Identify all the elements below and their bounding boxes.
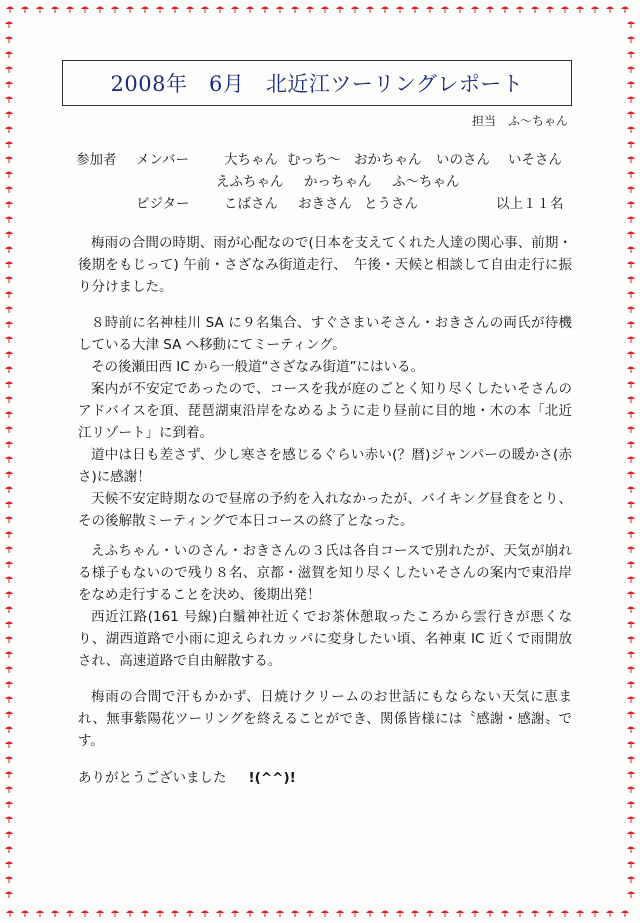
umbrella-icon [561, 911, 569, 918]
umbrella-icon [627, 577, 635, 584]
paragraph-text: えふちゃん・いのさん・おきさんの３氏は各自コースで別れたが、天気が崩れる様子もないので残り８名、京都・滋賀を知り尽くしたいそさんの案内で東沿岸をなめ走行することを決め、後期出発！ [78, 543, 572, 603]
umbrella-icon [627, 52, 635, 59]
umbrella-icon [627, 172, 635, 179]
umbrella-icon [531, 911, 539, 918]
umbrella-icon [381, 911, 389, 918]
umbrella-icon [5, 802, 13, 809]
umbrella-icon [5, 427, 13, 434]
umbrella-icon [627, 307, 635, 314]
umbrella-icon [5, 592, 13, 599]
umbrella-icon [66, 7, 74, 14]
umbrella-icon [5, 277, 13, 284]
umbrella-icon [606, 911, 614, 918]
participants-block [76, 148, 572, 214]
umbrella-icon [5, 532, 13, 539]
umbrella-icon [5, 877, 13, 884]
member-name: えふちゃん [216, 174, 284, 190]
umbrella-icon [627, 487, 635, 494]
umbrella-icon [51, 7, 59, 14]
umbrella-icon [351, 7, 359, 14]
closing-line [78, 766, 296, 786]
umbrella-icon [276, 911, 284, 918]
umbrella-icon [5, 322, 13, 329]
umbrella-icon [546, 7, 554, 14]
umbrella-icon [186, 911, 194, 918]
umbrella-icon [627, 202, 635, 209]
umbrella-icon [627, 862, 635, 869]
umbrella-icon [627, 97, 635, 104]
umbrella-icon [6, 7, 14, 14]
umbrella-icon [516, 911, 524, 918]
umbrella-icon [5, 697, 13, 704]
member-name: おかちゃん [354, 152, 422, 168]
umbrella-icon [5, 547, 13, 554]
umbrella-icon [5, 262, 13, 269]
umbrella-icon [5, 37, 13, 44]
umbrella-icon [231, 911, 239, 918]
umbrella-icon [627, 727, 635, 734]
umbrella-icon [5, 847, 13, 854]
umbrella-icon [96, 7, 104, 14]
umbrella-icon [627, 157, 635, 164]
umbrella-icon [627, 847, 635, 854]
umbrella-icon [627, 262, 635, 269]
umbrella-icon [627, 187, 635, 194]
umbrella-icon [5, 412, 13, 419]
umbrella-icon [336, 911, 344, 918]
umbrella-icon [5, 52, 13, 59]
umbrella-icon [276, 7, 284, 14]
umbrella-icon [126, 911, 134, 918]
umbrella-icon [5, 202, 13, 209]
umbrella-icon [5, 157, 13, 164]
umbrella-icon [366, 7, 374, 14]
umbrella-icon [156, 7, 164, 14]
umbrella-icon [171, 7, 179, 14]
umbrella-icon [291, 911, 299, 918]
umbrella-icon [5, 682, 13, 689]
umbrella-icon [576, 7, 584, 14]
umbrella-icon [627, 277, 635, 284]
members-label: メンバー [136, 152, 190, 168]
umbrella-icon [5, 82, 13, 89]
umbrella-icon [5, 97, 13, 104]
umbrella-icon [36, 911, 44, 918]
umbrella-icon [396, 7, 404, 14]
umbrella-icon [546, 911, 554, 918]
umbrella-icon [411, 911, 419, 918]
umbrella-icon [5, 892, 13, 899]
umbrella-icon [171, 911, 179, 918]
umbrella-icon [627, 22, 635, 29]
umbrella-icon [627, 322, 635, 329]
umbrella-icon [321, 7, 329, 14]
umbrella-icon [246, 7, 254, 14]
umbrella-icon [411, 7, 419, 14]
umbrella-icon [627, 607, 635, 614]
umbrella-icon [5, 292, 13, 299]
umbrella-icon [591, 7, 599, 14]
umbrella-icon [5, 622, 13, 629]
umbrella-icon [5, 442, 13, 449]
umbrella-icon [5, 487, 13, 494]
umbrella-icon [627, 712, 635, 719]
umbrella-icon [5, 787, 13, 794]
paragraph-text: 梅雨の合間の時期、雨が心配なので(日本を支えてくれた人達の関心事、前期・後期をもじって) 午前・さざなみ街道走行、 午後・天候と相談して自由走行に振り分けました。 [78, 235, 572, 295]
umbrella-icon [627, 592, 635, 599]
visitor-name: とうさん [364, 196, 418, 212]
umbrella-icon [5, 742, 13, 749]
paragraph-text: 道中は日も差さず、少し寒さを感じるぐらい赤い(？暦)ジャンパーの暖かさ(赤さ)に感謝！ [78, 447, 572, 485]
paragraph-text: 天候不安定時期なので昼席の予約を入れなかったが、バイキング昼食をとり、その後解散ミーティングで本日コースの終了となった。 [78, 491, 572, 529]
umbrella-icon [5, 247, 13, 254]
umbrella-icon [627, 67, 635, 74]
umbrella-icon [81, 7, 89, 14]
umbrella-border-left [0, 0, 18, 923]
closing-emoticon: !(^^)! [248, 770, 296, 786]
umbrella-icon [627, 502, 635, 509]
member-name: 大ちゃん [224, 152, 278, 168]
umbrella-icon [5, 757, 13, 764]
member-name: むっち～ [287, 152, 341, 168]
umbrella-icon [627, 472, 635, 479]
umbrella-icon [6, 911, 14, 918]
umbrella-icon [5, 142, 13, 149]
umbrella-icon [5, 832, 13, 839]
paragraph-text: 案内が不安定であったので、コースを我が庭のごとく知り尽くしたいそさんのアドバイスを頂、琵琶湖東沿岸をなめるように走り昼前に目的地・木の本「北近江リゾート」に到着。 [78, 381, 572, 441]
umbrella-icon [486, 7, 494, 14]
umbrella-icon [627, 622, 635, 629]
umbrella-icon [627, 682, 635, 689]
umbrella-icon [81, 911, 89, 918]
umbrella-icon [5, 367, 13, 374]
umbrella-icon [321, 911, 329, 918]
umbrella-icon [627, 772, 635, 779]
visitor-name: おきさん [298, 196, 352, 212]
umbrella-icon [627, 37, 635, 44]
umbrella-icon [561, 7, 569, 14]
umbrella-icon [21, 7, 29, 14]
umbrella-icon [5, 382, 13, 389]
umbrella-icon [5, 562, 13, 569]
umbrella-icon [426, 911, 434, 918]
umbrella-icon [51, 911, 59, 918]
umbrella-icon [231, 7, 239, 14]
umbrella-icon [627, 667, 635, 674]
umbrella-icon [627, 382, 635, 389]
umbrella-icon [627, 127, 635, 134]
umbrella-icon [627, 427, 635, 434]
umbrella-icon [156, 911, 164, 918]
participants-label: 参加者 [76, 152, 117, 168]
paragraph-text: ８時前に名神桂川 SA に９名集合、すぐさまいそさん・おきさんの両氏が待機している大津 SA へ移動にてミーティング。 [78, 315, 572, 353]
umbrella-icon [381, 7, 389, 14]
umbrella-icon [627, 877, 635, 884]
umbrella-icon [627, 217, 635, 224]
umbrella-icon [261, 911, 269, 918]
umbrella-icon [5, 502, 13, 509]
umbrella-icon [627, 142, 635, 149]
umbrella-icon [441, 7, 449, 14]
umbrella-icon [5, 472, 13, 479]
umbrella-icon [5, 607, 13, 614]
umbrella-icon [627, 82, 635, 89]
umbrella-icon [111, 7, 119, 14]
umbrella-icon [5, 217, 13, 224]
umbrella-icon [627, 232, 635, 239]
umbrella-icon [627, 442, 635, 449]
umbrella-icon [627, 367, 635, 374]
umbrella-icon [627, 637, 635, 644]
member-name: ふ～ちゃん [392, 174, 460, 190]
umbrella-icon [516, 7, 524, 14]
umbrella-icon [5, 637, 13, 644]
umbrella-icon [21, 911, 29, 918]
umbrella-icon [456, 911, 464, 918]
umbrella-icon [627, 742, 635, 749]
umbrella-icon [5, 817, 13, 824]
umbrella-icon [141, 911, 149, 918]
umbrella-icon [531, 7, 539, 14]
umbrella-icon [261, 7, 269, 14]
member-name: いのさん [436, 152, 490, 168]
visitor-name: こばさん [224, 196, 278, 212]
umbrella-icon [5, 112, 13, 119]
umbrella-icon [627, 532, 635, 539]
umbrella-icon [5, 22, 13, 29]
umbrella-icon [5, 187, 13, 194]
umbrella-icon [627, 697, 635, 704]
umbrella-icon [627, 352, 635, 359]
author-line: 担当 ふ～ちゃん [471, 114, 568, 128]
umbrella-icon [5, 337, 13, 344]
umbrella-border-bottom [0, 905, 640, 923]
umbrella-icon [627, 787, 635, 794]
umbrella-icon [471, 7, 479, 14]
umbrella-icon [291, 7, 299, 14]
umbrella-icon [351, 911, 359, 918]
umbrella-icon [5, 397, 13, 404]
paragraph-morning [78, 312, 572, 532]
umbrella-icon [5, 307, 13, 314]
umbrella-icon [5, 457, 13, 464]
umbrella-icon [366, 911, 374, 918]
umbrella-icon [426, 7, 434, 14]
umbrella-icon [5, 667, 13, 674]
umbrella-icon [5, 352, 13, 359]
umbrella-icon [576, 911, 584, 918]
member-name: いそさん [508, 152, 562, 168]
umbrella-icon [336, 7, 344, 14]
umbrella-icon [501, 7, 509, 14]
umbrella-icon [627, 292, 635, 299]
umbrella-icon [5, 772, 13, 779]
umbrella-icon [606, 7, 614, 14]
paragraph-text: 梅雨の合間で汗もかかず、日焼けクリームのお世話にもならない天気に恵まれ、無事紫陽花ツーリングを終えることができ、関係皆様には〝感謝・感謝〟です。 [78, 689, 572, 749]
umbrella-icon [627, 817, 635, 824]
umbrella-icon [216, 911, 224, 918]
umbrella-icon [5, 577, 13, 584]
participants-total: 以上１１名 [496, 196, 564, 212]
umbrella-icon [486, 911, 494, 918]
umbrella-icon [5, 517, 13, 524]
umbrella-icon [5, 67, 13, 74]
umbrella-icon [627, 517, 635, 524]
umbrella-icon [5, 127, 13, 134]
umbrella-icon [627, 562, 635, 569]
umbrella-icon [627, 112, 635, 119]
umbrella-icon [627, 457, 635, 464]
umbrella-icon [66, 911, 74, 918]
visitors-label: ビジター [136, 196, 190, 212]
umbrella-icon [621, 911, 629, 918]
participants-row-members-2 [76, 170, 572, 192]
umbrella-icon [5, 652, 13, 659]
paragraph-intro [78, 232, 572, 298]
umbrella-icon [36, 7, 44, 14]
member-name: かっちゃん [304, 174, 372, 190]
paragraph-text: その後瀬田西 IC から一般道“さざなみ街道”にはいる。 [91, 359, 424, 375]
umbrella-icon [186, 7, 194, 14]
umbrella-icon [96, 911, 104, 918]
umbrella-icon [627, 802, 635, 809]
umbrella-icon [591, 911, 599, 918]
closing-text: ありがとうございました [78, 770, 227, 786]
umbrella-icon [627, 547, 635, 554]
umbrella-icon [306, 7, 314, 14]
umbrella-icon [216, 7, 224, 14]
umbrella-icon [627, 757, 635, 764]
umbrella-icon [621, 7, 629, 14]
umbrella-icon [5, 172, 13, 179]
umbrella-icon [201, 7, 209, 14]
title-box [62, 60, 572, 106]
umbrella-icon [627, 397, 635, 404]
umbrella-icon [501, 911, 509, 918]
umbrella-icon [141, 7, 149, 14]
umbrella-icon [126, 7, 134, 14]
paragraph-text: 西近江路(161 号線)白鬚神社近くでお茶休憩取ったころから雲行きが悪くなり、湖西道路で小雨に迎えられカッパに変身したい頃、名神東 IC 近くで雨開放され、高速道路で自由解散する。 [78, 609, 572, 669]
umbrella-icon [5, 232, 13, 239]
umbrella-icon [627, 412, 635, 419]
umbrella-icon [627, 652, 635, 659]
umbrella-icon [306, 911, 314, 918]
umbrella-border-right [622, 0, 640, 923]
umbrella-icon [396, 911, 404, 918]
umbrella-icon [471, 911, 479, 918]
umbrella-icon [627, 832, 635, 839]
umbrella-border-top [0, 0, 640, 18]
umbrella-icon [627, 247, 635, 254]
paragraph-afternoon [78, 540, 572, 672]
umbrella-icon [111, 911, 119, 918]
umbrella-icon [627, 337, 635, 344]
umbrella-icon [627, 892, 635, 899]
umbrella-icon [246, 911, 254, 918]
umbrella-icon [5, 862, 13, 869]
umbrella-icon [5, 712, 13, 719]
umbrella-icon [201, 911, 209, 918]
umbrella-icon [5, 727, 13, 734]
umbrella-icon [456, 7, 464, 14]
report-title: 2008年 6月 北近江ツーリングレポート [110, 72, 524, 96]
participants-row-visitors [76, 192, 572, 214]
paragraph-summary [78, 686, 572, 752]
umbrella-icon [441, 911, 449, 918]
participants-row-members [76, 148, 572, 170]
